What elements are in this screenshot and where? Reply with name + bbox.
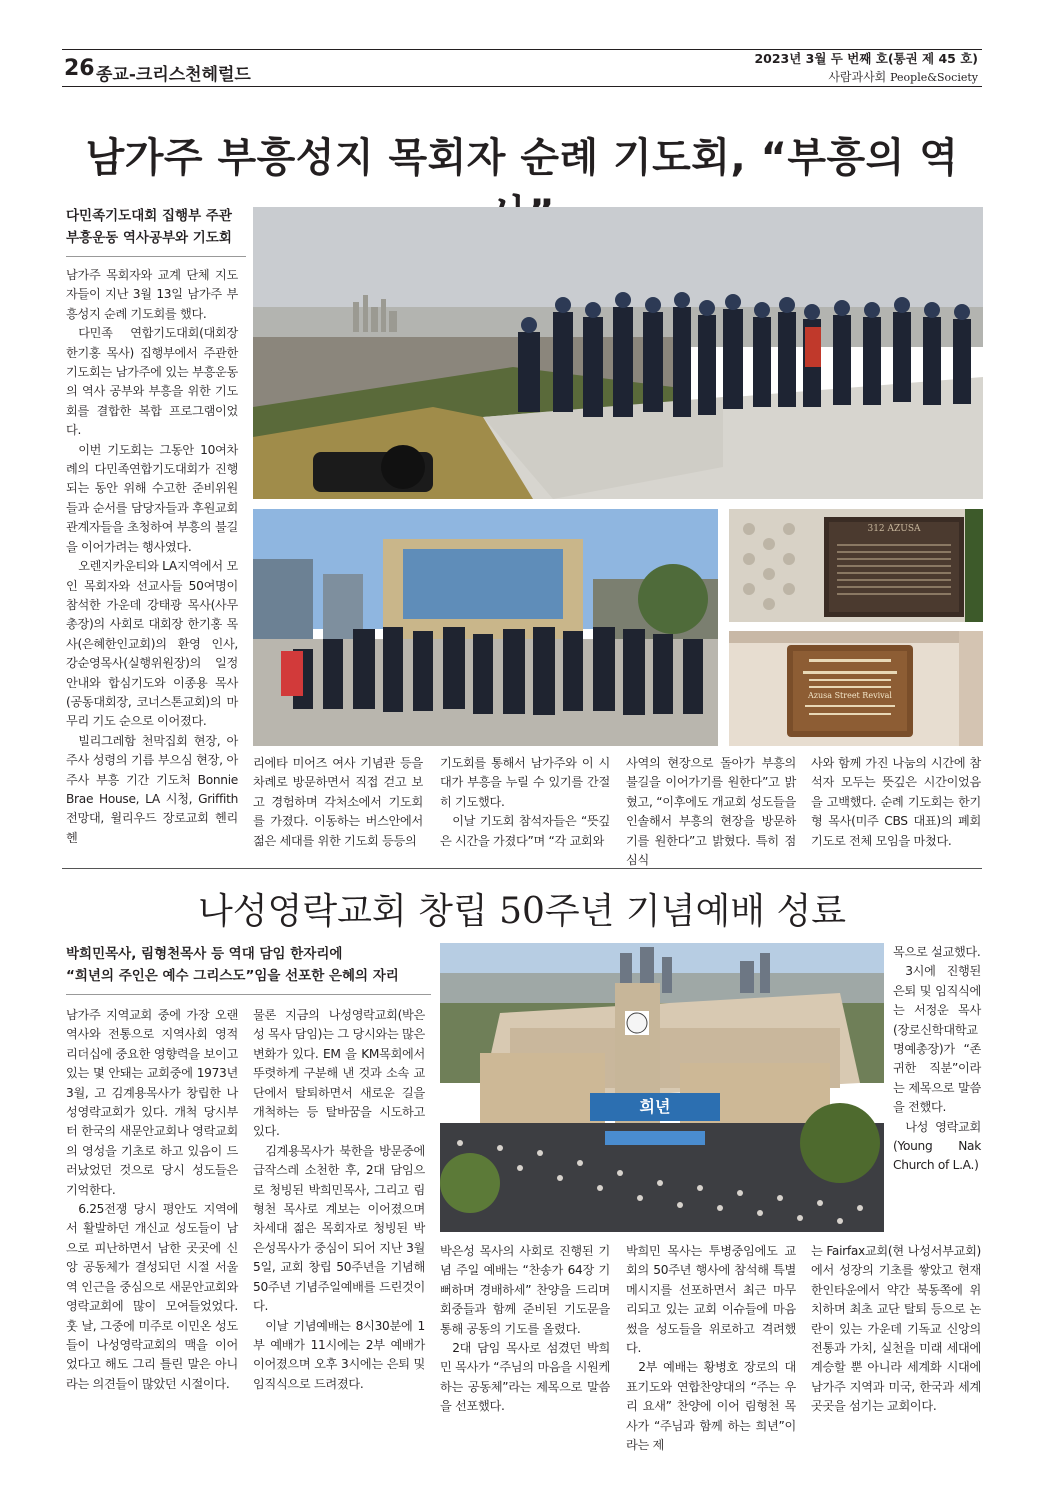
edition-english: People&Society	[890, 71, 978, 84]
article1-headline: 남가주 부흥성지 목회자 순례 기도회, “부흥의 역	[85, 135, 959, 181]
section-title: 종교-크리스천헤럴드	[96, 65, 251, 85]
edition-korean: 사람과사회	[828, 70, 887, 84]
article1-col4-para: 사역의 현장으로 돌아가 부흥의 불길을 이어가기를 원한다”고 밝혔고, “이후에도 개교회 성도들을 인솔해서 부흥의 현장을 방문하기를 원한다”고 밝혔다. 특히 점심식	[626, 756, 796, 868]
article1-col1-para: 남가주 목회자와 교계 단체 지도자들이 지난 3월 13일 남가주 부흥성지 순례 기도회를 했다.	[66, 268, 238, 321]
article1-col3	[440, 754, 610, 858]
article1-subhead-rule	[66, 256, 246, 257]
photo-historic-plaque	[729, 509, 983, 622]
article2-subhead-rule	[66, 994, 431, 995]
article-separator	[62, 868, 982, 869]
article1-subhead-line1: 다민족기도대회 집행부 주관	[66, 208, 232, 224]
article2-col1-para: 6.25전쟁 당시 평안도 지역에서 활발하던 개신교 성도들이 남으로 피난하면서 남한 곳곳에 신앙 공동체가 결성되던 시절 서울역 인근을 중심으로 새문안교회와 영락교회에 많이 모여들었었다. 훗 날, 그중에 미주로 이민온 성도들이 나성영락교회의 맥을 이어 었다고 해도 그리 틀린 말은 아니라는 의견들이 많았던 시절이다.	[66, 1202, 238, 1391]
article2-col2-para: 물론 지금의 나성영락교회(박은성 목사 담임)는 그 당시와는 많은 변화가 있다. EM 을 KM목회에서 뚜렷하게 구분해 낸 것과 소속 교단에서 탈퇴하면서 새로운 길을 개척하는 등 탈바꿈을 시도하고 있다.	[253, 1008, 425, 1139]
article1-col1-para: 이번 기도회는 그동안 10여차례의 다민족연합기도대회가 진행되는 동안 위해 수고한 준비위원들과 순서를 담당자들과 후원교회 관계자들을 초청하여 부흥의 불길을 이어가려는 행사였다.	[66, 442, 238, 554]
article2-headline: 나성영락교회 창립 50주년 기념예배 성료	[198, 891, 846, 932]
article1-col4	[626, 754, 796, 868]
article1-col1-para: 오렌지카운티와 LA지역에서 모인 목회자와 선교사들 50여명이 참석한 가운데 강태광 목사(사무총장)의 사회로 대회장 한기홍 목사(은혜한인교회)의 환영 인사, 강순영목사(실행위원장)의 일정 안내와 합심기도와 이종용 목사(공동대회장, 코너스톤교회)의 마무리 기도 순으로 이어졌다.	[66, 559, 238, 729]
edition-name	[828, 68, 978, 85]
article2-col3	[440, 1242, 610, 1428]
church-banner-text: 희년	[639, 1097, 671, 1116]
article1-col5-para: 사와 함께 가진 나눔의 시간에 참석자 모두는 뜻깊은 시간이었음을 고백했다. 순례 기도회는 한기형 목사(미주 CBS 대표)의 폐회 기도로 전체 모임을 마쳤다.	[811, 756, 981, 848]
article1-subhead-line2: 부흥운동 역사공부와 기도회	[66, 230, 232, 246]
article2-col5-bottom	[811, 1242, 981, 1428]
article2-subhead-line2: “희년의 주인은 예수 그리스도”임을 선포한 은혜의 자리	[66, 968, 399, 984]
header-bottom-rule	[62, 86, 982, 87]
article2-col5-bottom-para: 는 Fairfax교회(현 나성서부교회)에서 성장의 기초를 쌓았고 현재 한인타운에서 약간 북동쪽에 위치하며 최초 교단 탈퇴 등으로 논란이 있는 가운데 기독교 신앙의 전통과 가치, 실천을 미래 세대에 계승할 뿐 아니라 세계화 시대에 남가주 지역과 미국, 한국과 세계 곳곳을 섬기는 교회이다.	[811, 1244, 981, 1414]
photo-azusa-site-gathering	[253, 509, 718, 746]
article1-col3-para: 기도회를 통해서 남가주와 이 시대가 부흥을 누릴 수 있기를 간절히 기도했다.	[440, 756, 610, 809]
article1-col1	[66, 266, 238, 858]
article2-col5-para: 목으로 설교했다.	[893, 945, 981, 959]
article2-col5-top	[893, 943, 981, 1243]
article2-col4	[626, 1242, 796, 1453]
article2-col5-para: 나성 영락교회(Young Nak Church of L.A.)	[893, 1119, 981, 1173]
article1-col5	[811, 754, 981, 858]
article2-subhead	[66, 943, 436, 987]
article2-col5-para: 3시에 진행된 은퇴 및 임직식에는 서정운 목사(장로신학대학교 명예총장)가 “존귀한 직분”이라는 제목으로 말씀을 전했다.	[893, 964, 981, 1115]
article2-subhead-line1: 박희민목사, 림형천목사 등 역대 담임 한자리에	[66, 946, 343, 962]
article2-col1-para: 남가주 지역교회 중에 가장 오랜 역사와 전통으로 지역사회 영적 리더십에 중요한 영향력을 보이고 있는 몇 안돼는 교회중에 1973년 3월, 고 김계용목사가 창립한 나성영락교회가 있다. 개척 당시부터 한국의 새문안교회나 영락교회의 영성을 기초로 하고 있음이 드러났었던 것으로 당시 성도들은 기억한다.	[66, 1008, 238, 1197]
photo-bonnie-brae-sign	[729, 631, 983, 746]
article2-col2-para: 김계용목사가 북한을 방문중에 급작스레 소천한 후, 2대 담임으로 청빙된 박희민목사, 그리고 림형천 목사로 계보는 이어졌으며 차세대 젊은 목회자로 청빙된 박은성목사가 중심이 되어 지난 3월 5일, 교회 창립 50주년을 기념해 50주년 기념주일예배를 드린것이다.	[253, 1143, 425, 1314]
article2-col3-para: 2대 담임 목사로 섬겼던 박희민 목사가 “주님의 마음을 시원케하는 공동체”라는 제목으로 말씀을 선포했다.	[440, 1341, 610, 1414]
header-top-rule	[62, 49, 982, 50]
article1-col2-para: 리에타 미어즈 여사 기념관 등을 차례로 방문하면서 직접 걷고 보고 경험하며 각처소에서 기도회를 가졌다. 이동하는 버스안에서 젊은 세대를 위한 기도회 등등의	[253, 756, 423, 848]
article2-col4-para: 박희민 목사는 투병중임에도 교회의 50주년 행사에 참석해 특별 메시지를 선포하면서 최근 마무리되고 있는 교회 이슈들에 마음 썼을 성도들을 위로하고 격려했다.	[626, 1244, 796, 1356]
article1-col1-para: 다민족 연합기도대회(대회장 한기홍 목사) 집행부에서 주관한 기도회는 남가주에 있는 부흥운동의 역사 공부와 부흥을 위한 기도회를 결합한 복합 프로그램이었다.	[66, 326, 238, 438]
sign-line: Azusa Street Revival	[808, 691, 892, 700]
article1-col1-para: 빌리그레함 천막집회 현장, 아주사 성령의 기름 부으심 현장, 아주사 부흥 기간 기도처 Bonnie Brae House, LA 시청, Griffith 전망대, 윌리우드 장로교회 헨리 헨	[66, 733, 238, 845]
issue-info: 2023년 3월 두 번째 호(통권 제 45 호)	[754, 51, 978, 66]
article2-col1	[66, 1006, 238, 1426]
article2-col2	[253, 1006, 425, 1426]
photo-youngnak-church-aerial	[440, 943, 884, 1232]
plaque-title: 312 AZUSA	[867, 524, 921, 534]
article1-subhead	[66, 205, 246, 249]
article2-col2-para: 이날 기념예배는 8시30분에 1부 예배가 11시에는 2부 예배가 이어졌으며 오후 3시에는 은퇴 및 임직식으로 드려졌다.	[253, 1318, 425, 1391]
article1-col3-para: 이날 기도회 참석자들은 “뜻깊은 시간을 가졌다”며 “각 교회와	[440, 814, 610, 848]
article1-col2	[253, 754, 423, 858]
article2-col4-para: 2부 예배는 황병호 장로의 대표기도와 연합찬양대의 “주는 우리 요새” 찬양에 이어 림형천 목사가 “주님과 함께 하는 희년”이라는 제	[626, 1360, 796, 1453]
photo-griffith-observatory-prayer	[253, 207, 983, 499]
article2-col3-para: 박은성 목사의 사회로 진행된 기념 주일 예배는 “찬송가 64장 기뻐하며 경배하세” 찬양을 드리며 회중들과 함께 준비된 기도문을 통해 공동의 기도를 올렸다.	[440, 1244, 610, 1336]
page-number: 26	[64, 56, 95, 81]
